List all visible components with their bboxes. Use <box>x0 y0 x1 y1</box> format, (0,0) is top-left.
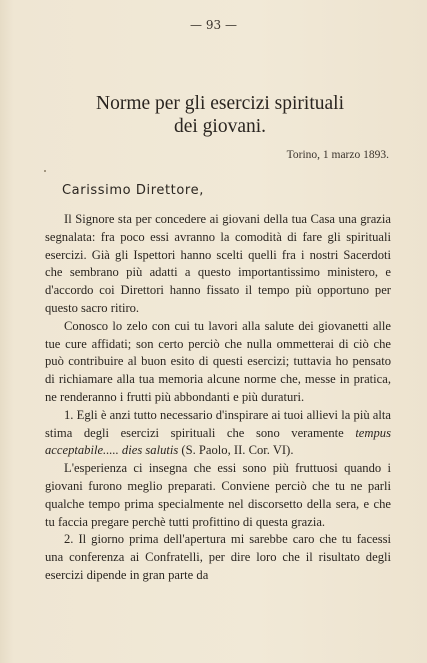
dateline: Torino, 1 marzo 1893. <box>286 149 389 161</box>
title-line-2: dei giovani. <box>173 116 267 137</box>
latin-quote: tempus acceptabile..... dies salutis <box>45 425 391 458</box>
paragraph-2: Conosco lo zelo con cui tu lavori alla salute dei giovanetti alle tue cure affidati; son certo perciò che nulla ommetterai di ciò che può contribuire al buon esito di questi esercizi; tuttavia ho pensato di richiamare alla tua memoria alcune norme che, messe in pratica, ne renderanno i frutti più abbondanti e più duraturi. <box>45 318 391 404</box>
paragraph-5: 2. Il giorno prima dell'apertura mi sarebbe caro che tu facessi una conferenza ai Confratelli, per dire loro che il risultato degli esercizi dipende in gran parte da <box>45 532 391 582</box>
title-line-1: Norme per gli esercizi spirituali <box>96 93 344 114</box>
page-number: — 93 — <box>190 18 237 32</box>
paragraph-4: L'esperienza ci insegna che essi sono più fruttuosi quando i giovani furono meglio preparati. Conviene perciò che tu ne parli qualche tempo prima specialmente nel discorsetto della sera, e che tu faccia pregare perchè tutti profittino di questa grazia. <box>45 461 391 529</box>
paragraph-3-end: (S. Paolo, II. Cor. VI). <box>178 443 294 458</box>
paragraph-1: Il Signore sta per concedere ai giovani della tua Casa una grazia segnalata: fra poco essi avranno la comodità di fare gli spirituali esercizi. Già gli Ispettori hanno scelti quelli fra i nostri Sacerdoti che sembrano più adatti a questo importantissimo ministero, e d'accordo coi Direttori hanno fissato il tempo più opportuno per questo sacro ritiro. <box>45 212 391 315</box>
letter-body <box>45 211 391 585</box>
salutation: Carissimo Direttore, <box>62 183 204 198</box>
ink-speck <box>44 170 46 172</box>
paragraph-3-start: 1. Egli è anzi tutto necessario d'inspirare ai tuoi allievi la più alta stima degli esercizi spirituali che sono veramente <box>45 407 391 440</box>
paragraph-3 <box>45 407 391 460</box>
page-title <box>30 92 410 138</box>
